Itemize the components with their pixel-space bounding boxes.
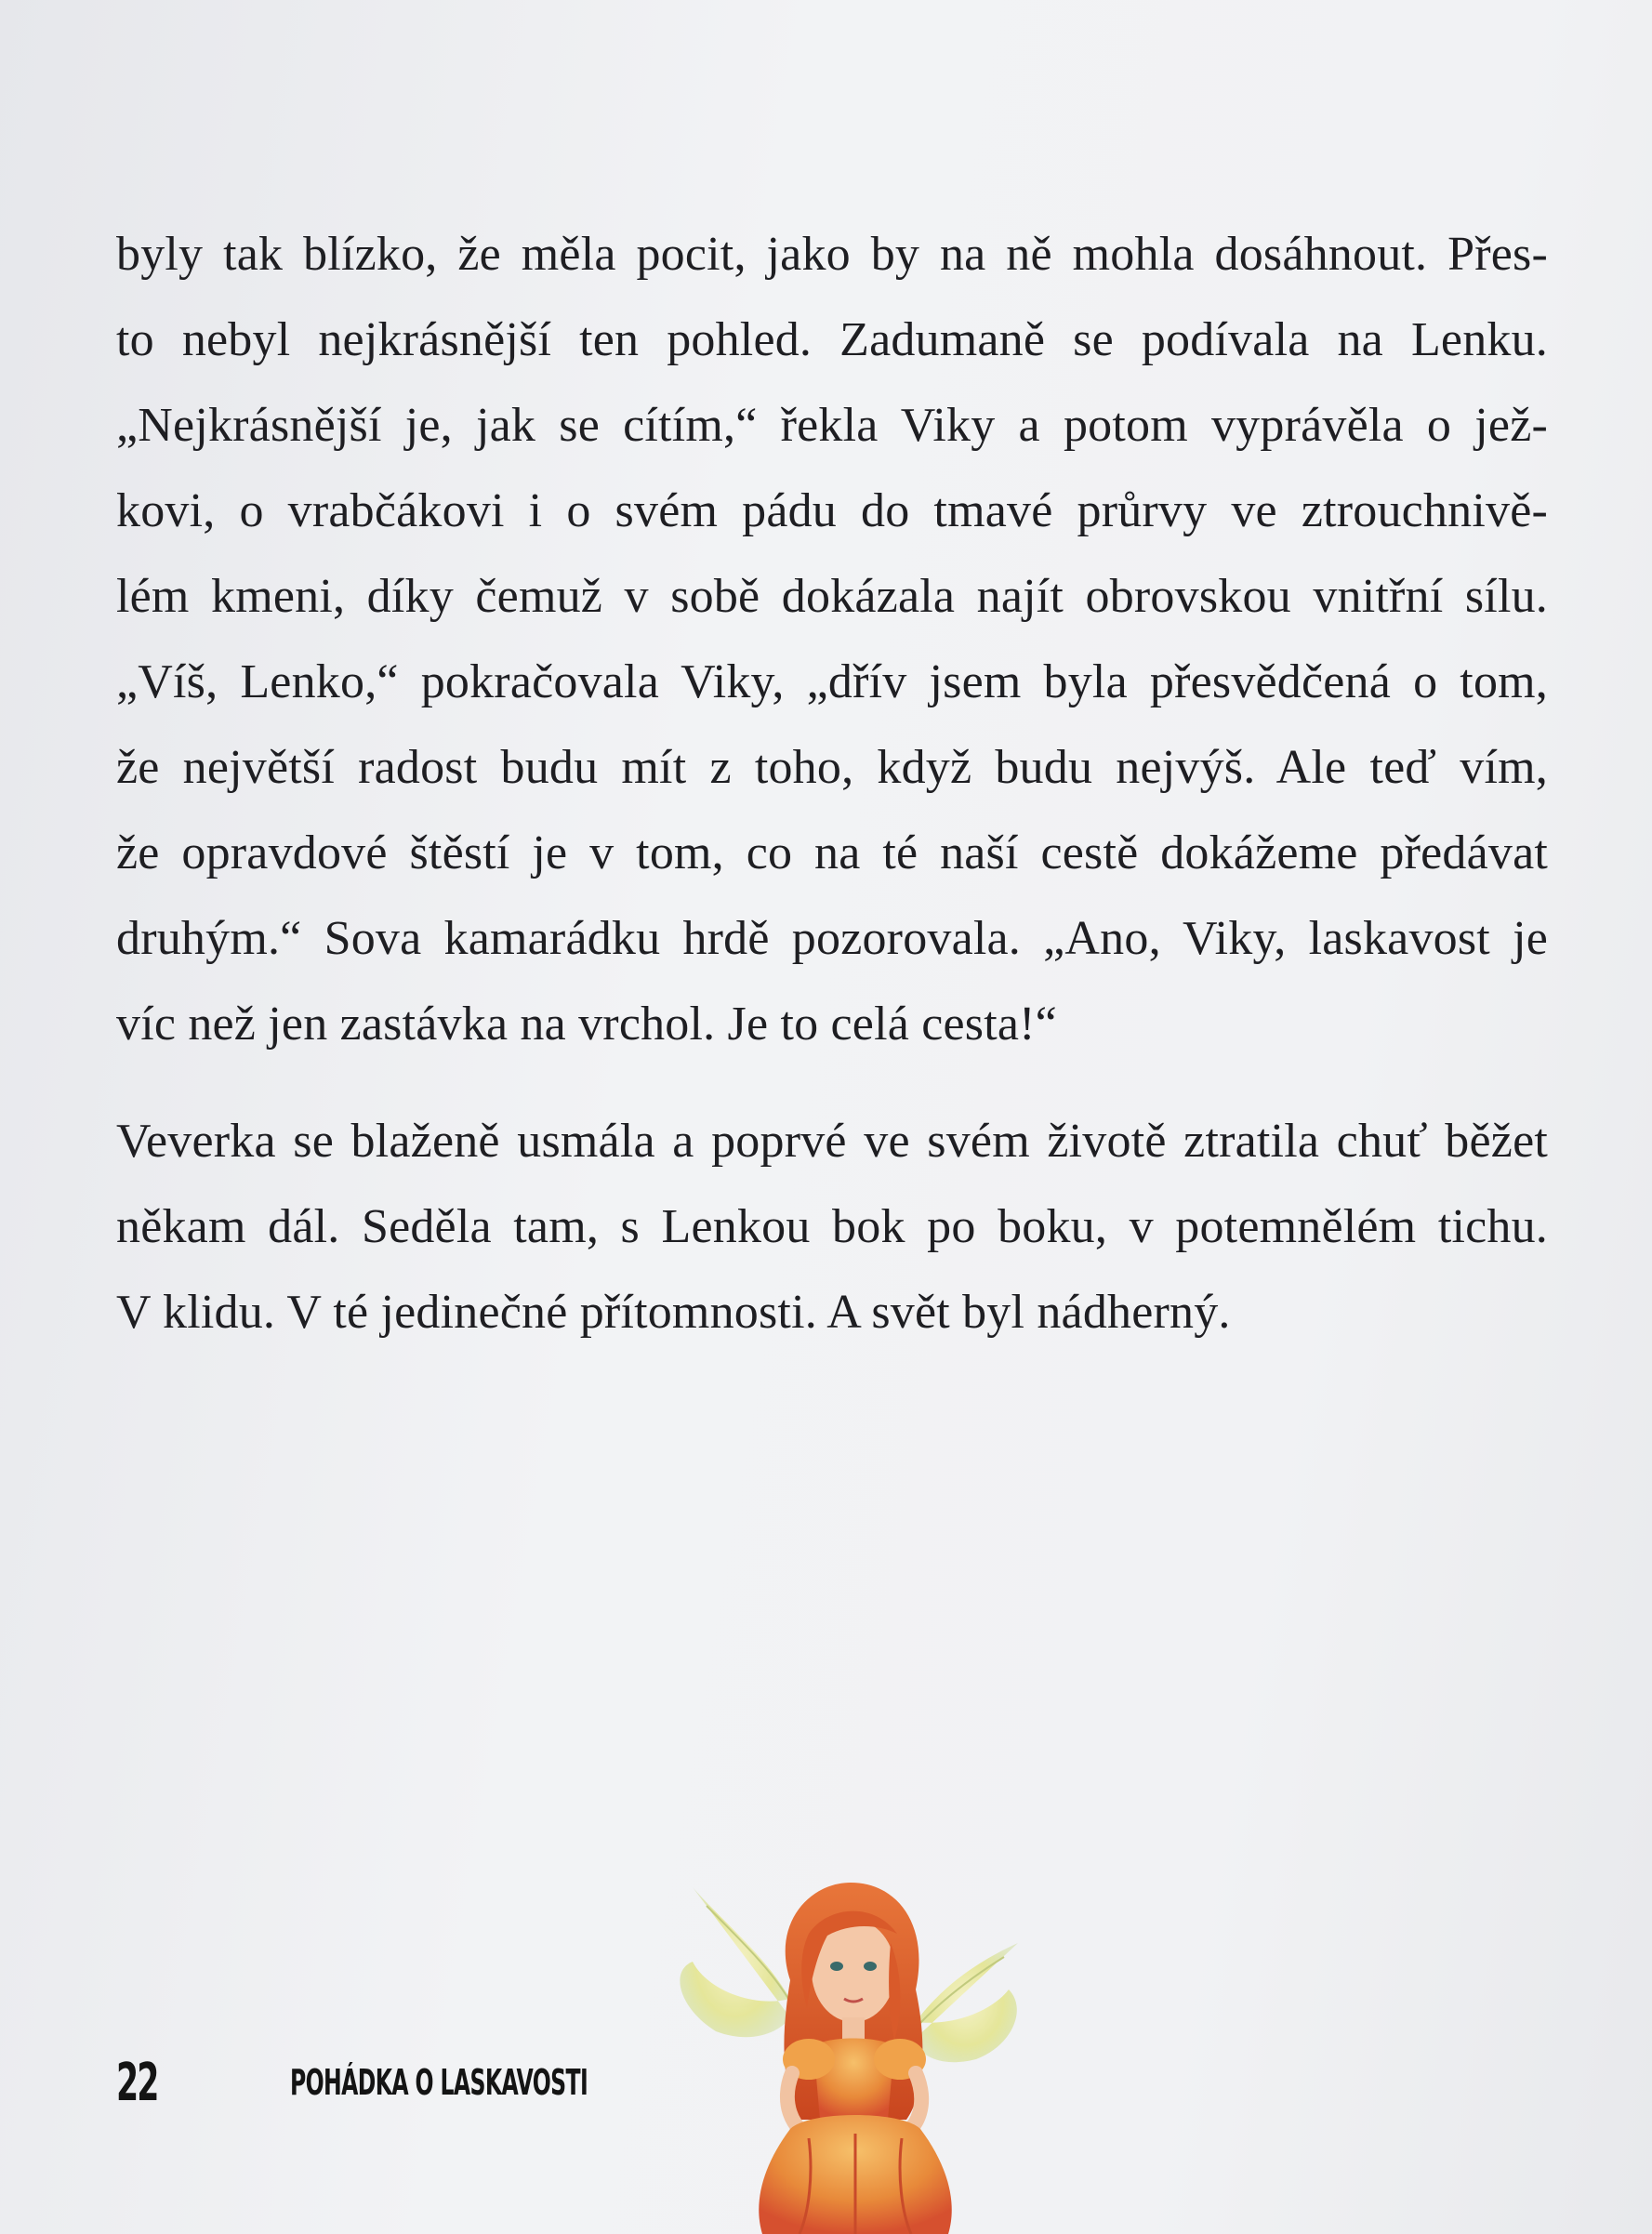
text-line: kovi, o vrabčákovi i o svém pádu do tmavé průrvy ve ztrouchnivě- — [116, 484, 1548, 537]
page-number: 22 — [116, 2052, 158, 2113]
text-line: byly tak blízko, že měla pocit, jako by na ně mohla dosáhnout. Přes- — [116, 228, 1548, 281]
text-line: někam dál. Seděla tam, s Lenkou bok po boku, v potemnělém tichu. — [116, 1200, 1548, 1253]
text-line: Veverka se blaženě usmála a poprvé ve svém životě ztratila chuť běžet — [116, 1115, 1548, 1168]
page-footer — [116, 2045, 588, 2120]
text-line: to nebyl nejkrásnější ten pohled. Zadumaně se podívala na Lenku. — [116, 313, 1548, 366]
right-wing — [913, 1943, 1018, 2062]
text-line: že opravdové štěstí je v tom, co na té naší cestě dokážeme předávat — [116, 826, 1548, 879]
text-line: druhým.“ Sova kamarádku hrdě pozorovala. „Ano, Viky, laskavost je — [116, 912, 1548, 965]
text-line: že největší radost budu mít z toho, když budu nejvýš. Ale teď vím, — [116, 741, 1548, 794]
text-line: lém kmeni, díky čemuž v sobě dokázala najít obrovskou vnitřní sílu. — [116, 570, 1548, 623]
text-line: víc než jen zastávka na vrchol. Je to celá cesta!“ — [116, 998, 1057, 1051]
text-line: „Nejkrásnější je, jak se cítím,“ řekla Viky a potom vyprávěla o jež- — [116, 399, 1548, 452]
body-paragraph-1 — [116, 212, 1548, 1067]
text-line: „Víš, Lenko,“ pokračovala Viky, „dřív jsem byla přesvědčená o tom, — [116, 655, 1548, 708]
left-wing — [680, 1887, 790, 2037]
running-title: POHÁDKA O LASKAVOSTI — [290, 2062, 588, 2103]
body-paragraph-2 — [116, 1099, 1548, 1355]
text-line: V klidu. V té jedinečné přítomnosti. A svět byl nádherný. — [116, 1286, 1231, 1339]
fairy-illustration-icon — [651, 1869, 1041, 2234]
